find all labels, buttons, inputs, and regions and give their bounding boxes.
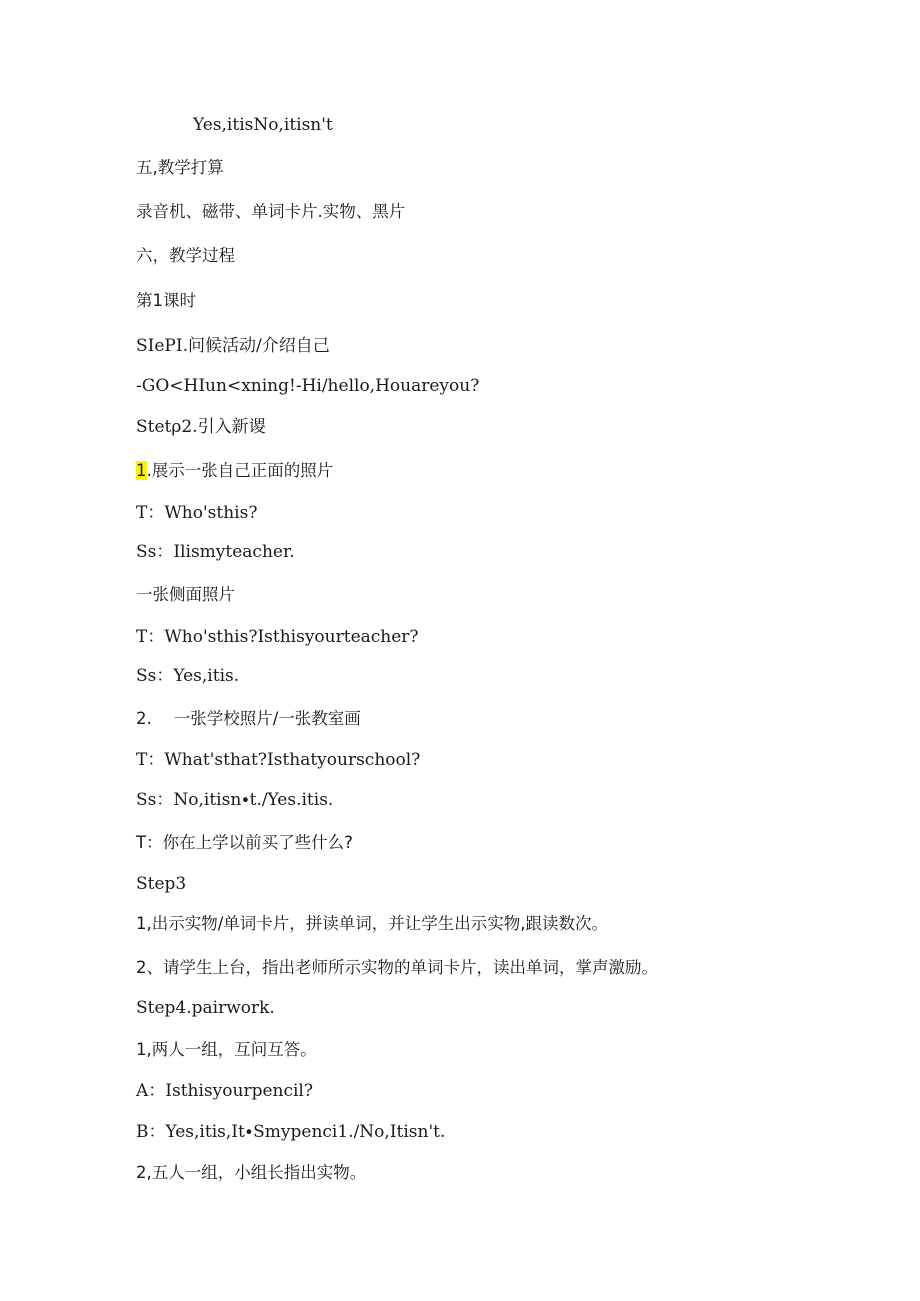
step3-item-1: 1,出示实物/单词卡片，拼读单词，并让学生出示实物,跟读数次。 (136, 914, 609, 933)
dialogue-line: T：Who'sthis?Isthisyourteacher? (136, 627, 419, 647)
list-item-text: .展示一张自己正面的照片 (146, 461, 334, 480)
section-heading-process: 六，教学过程 (136, 246, 235, 265)
dialogue-line: Ss：Ilismyteacher. (136, 542, 295, 562)
side-photo-line: 一张侧面照片 (136, 585, 235, 604)
step3-item-2: 2、请学生上台，指出老师所示实物的单词卡片，读出单词，掌声激励。 (136, 958, 658, 977)
dialogue-line: B：Yes,itis,It∙Smypenci1./No,Itisn't. (136, 1122, 446, 1142)
list-item-text: 一张学校照片/一张教室画 (173, 709, 361, 728)
highlighted-number: 1 (136, 461, 147, 480)
step4-item-2: 2,五人一组，小组长指出实物。 (136, 1163, 367, 1182)
greeting-line: -GO<HIun<xning!-Hi/hello,Houareyou? (136, 376, 480, 396)
answer-line: Yes,itisNo,itisn't (193, 115, 333, 135)
step4-heading: Step4.pairwork. (136, 998, 275, 1018)
list-item-school-photo (136, 708, 361, 730)
step4-item-1: 1,两人一组，互问互答。 (136, 1040, 317, 1059)
dialogue-line: A：Isthisyourpencil? (136, 1081, 313, 1101)
dialogue-line: T：Who'sthis? (136, 503, 258, 523)
dialogue-line: Ss：No,itisn∙t./Yes.itis. (136, 790, 334, 810)
section-heading-preparation: 五,教学打算 (136, 158, 224, 177)
dialogue-line: T：What'sthat?Isthatyourschool? (136, 750, 421, 770)
lesson-title: 第1课时 (136, 291, 196, 310)
dialogue-line: T：你在上学以前买了些什么? (136, 833, 353, 852)
list-item-show-photo (136, 460, 333, 482)
step2-heading: Stetρ2.引入新谡 (136, 417, 266, 437)
step3-heading: Step3 (136, 874, 187, 894)
step1-heading: SIePI.问候活动/介绍自己 (136, 336, 330, 356)
list-number: 2. (136, 709, 152, 728)
materials-line: 录音机、磁带、单词卡片.实物、黑片 (136, 202, 406, 221)
dialogue-line: Ss：Yes,itis. (136, 666, 240, 686)
